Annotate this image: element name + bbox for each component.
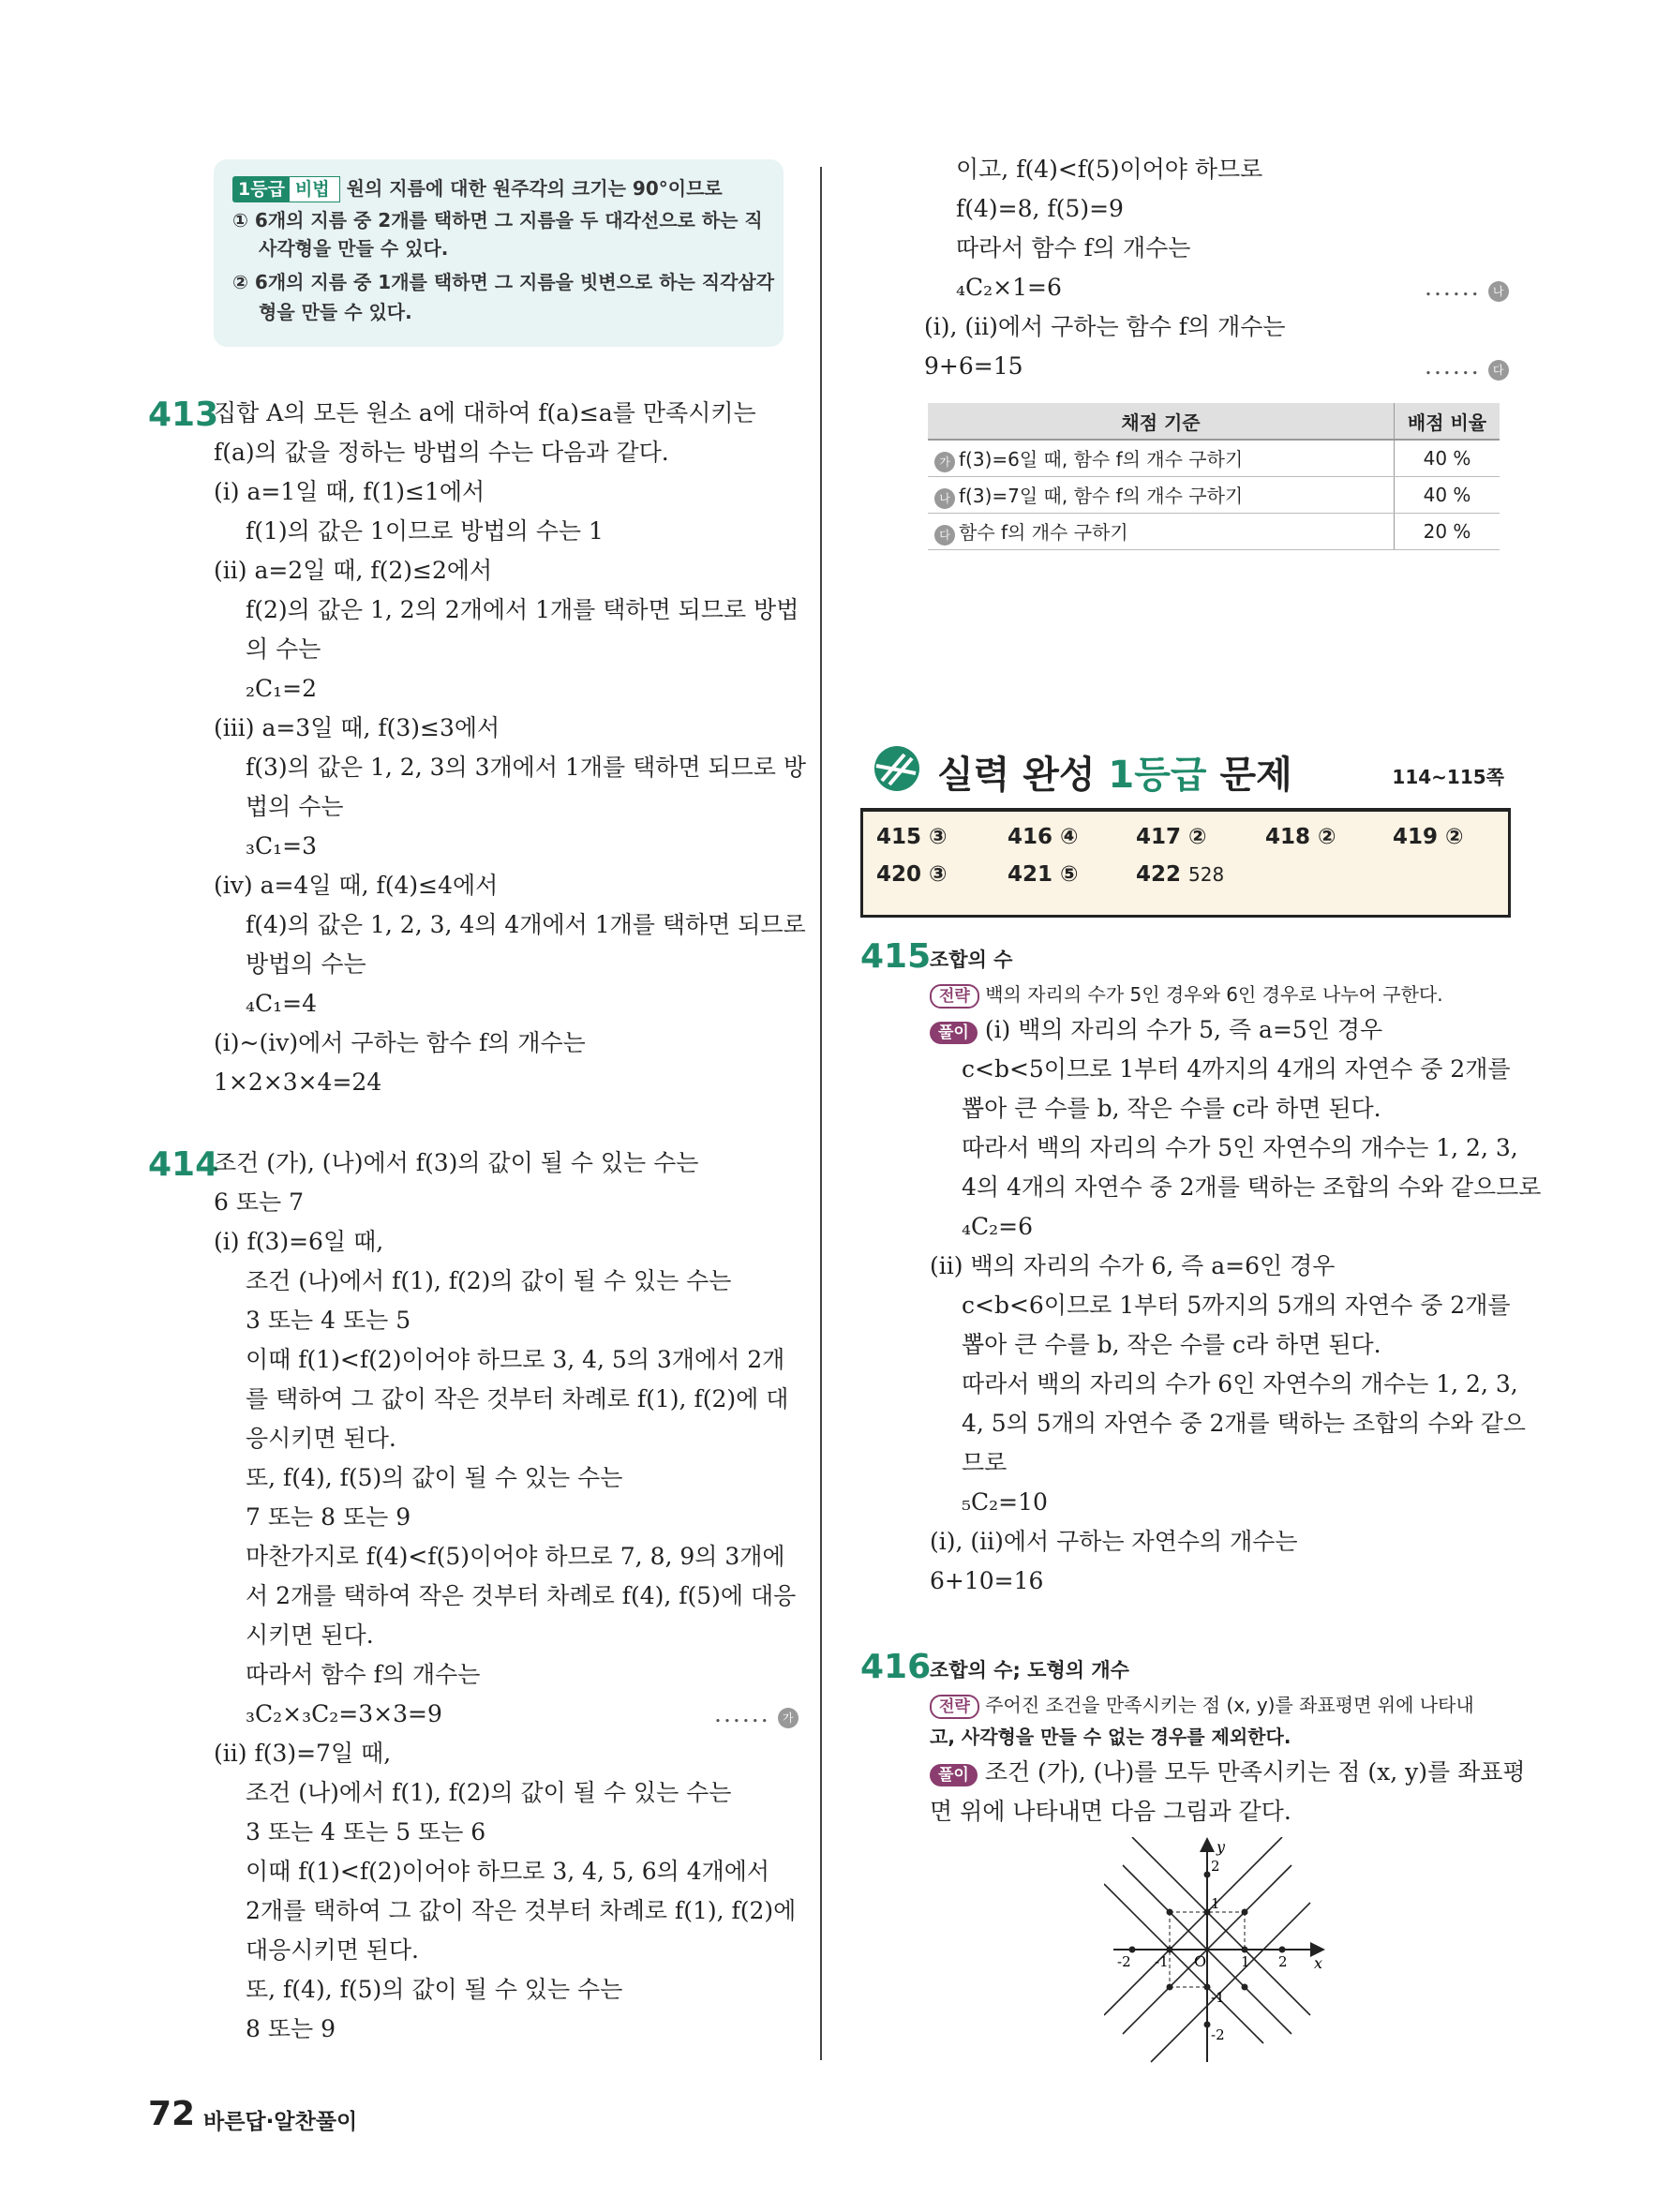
text-line: (ii) 백의 자리의 수가 6, 즉 a=6인 경우 [930, 1252, 1336, 1279]
text-line: 1×2×3×4=24 [214, 1069, 382, 1096]
strategy-line [930, 980, 1443, 1009]
solution-badge: 풀이 [930, 1022, 978, 1044]
text-line: 따라서 백의 자리의 수가 6인 자연수의 개수는 1, 2, 3, [962, 1370, 1518, 1397]
tick-label: 2 [1211, 1858, 1220, 1875]
marker-icon: 나 [934, 488, 955, 509]
tick-label: -2 [1211, 2026, 1225, 2043]
grading-criteria-cell [928, 514, 1395, 550]
section-title-part: 실력 완성 [937, 754, 1109, 797]
answer-item: 419 ② [1393, 825, 1464, 849]
text-line: 8 또는 9 [246, 2015, 336, 2042]
answer-item: 420 ③ [876, 862, 948, 887]
text-line: f(a)의 값을 정하는 방법의 수는 다음과 같다. [214, 439, 669, 466]
text-line: 면 위에 나타내면 다음 그림과 같다. [930, 1798, 1291, 1825]
text-line: ₂C₁=2 [246, 675, 318, 702]
text-line: ₄C₁=4 [246, 990, 318, 1017]
text-line: (ii) a=2일 때, f(2)≤2에서 [214, 557, 493, 584]
text-line: (i) a=1일 때, f(1)≤1에서 [214, 478, 485, 505]
strategy-badge: 전략 [930, 984, 979, 1009]
question-number: 413 [148, 396, 219, 434]
text-line: 집합 A의 모든 원소 a에 대하여 f(a)≤a를 만족시키는 [214, 399, 756, 426]
text-line: (i), (ii)에서 구하는 함수 f의 개수는 [924, 313, 1286, 340]
tick-label: -2 [1117, 1953, 1131, 1970]
text-line: 마찬가지로 f(4)<f(5)이어야 하므로 7, 8, 9의 3개에 [246, 1543, 785, 1570]
tick-label: 1 [1241, 1953, 1250, 1970]
text-line: 따라서 함수 f의 개수는 [956, 234, 1191, 262]
text-line: ₅C₂=10 [962, 1488, 1048, 1516]
section-title [937, 745, 1292, 799]
question-number: 414 [148, 1145, 219, 1184]
text-line: 조건 (가), (나)에서 f(3)의 값이 될 수 있는 수는 [214, 1149, 699, 1176]
text-line: 의 수는 [246, 635, 321, 663]
answer-item: 417 ② [1136, 825, 1207, 849]
text-line: (i)~(iv)에서 구하는 함수 f의 개수는 [214, 1029, 586, 1056]
question-topic: 조합의 수 [930, 949, 1013, 971]
text-line: 이때 f(1)<f(2)이어야 하므로 3, 4, 5, 6의 4개에서 [246, 1858, 770, 1885]
text-line: 따라서 함수 f의 개수는 [246, 1661, 481, 1688]
text-line: 조건 (가), (나)를 모두 만족시키는 점 (x, y)를 좌표평 [984, 1758, 1526, 1786]
text-line: 대응시키면 된다. [246, 1936, 419, 1964]
grading-header-ratio: 배점 비율 [1395, 403, 1500, 440]
text-line: (i) 백의 자리의 수가 5, 즉 a=5인 경우 [984, 1016, 1383, 1043]
question-number: 416 [860, 1648, 932, 1686]
text-line: 므로 [962, 1449, 1008, 1476]
text-line: 시키면 된다. [246, 1622, 374, 1649]
grading-criteria-text: f(3)=7일 때, 함수 f의 개수 구하기 [959, 485, 1244, 507]
text-line: 이때 f(1)<f(2)이어야 하므로 3, 4, 5의 3개에서 2개 [246, 1346, 785, 1373]
question-number: 415 [860, 937, 932, 976]
text-line: 9+6=15 [924, 352, 1023, 380]
answer-item: 418 ② [1265, 825, 1336, 849]
grading-ratio-cell: 40 % [1395, 477, 1500, 514]
tip-line: ② 6개의 지름 중 1개를 택하면 그 지름을 빗변으로 하는 직각삼각 [232, 271, 775, 293]
text-line: 를 택하여 그 값이 작은 것부터 차례로 f(1), f(2)에 대 [246, 1385, 789, 1412]
grading-ratio-cell: 40 % [1395, 440, 1500, 477]
text-line: 7 또는 8 또는 9 [246, 1503, 411, 1531]
answer-item: 421 ⑤ [1008, 862, 1079, 887]
text-line: 조건 (나)에서 f(1), f(2)의 값이 될 수 있는 수는 [246, 1267, 732, 1294]
grading-criteria-cell [928, 477, 1395, 514]
text-line: ₃C₂×₃C₂=3×3=9 [246, 1700, 442, 1727]
text-line: f(4)=8, f(5)=9 [956, 195, 1124, 222]
answer-item: 416 ④ [1008, 825, 1079, 849]
text-line: 3 또는 4 또는 5 또는 6 [246, 1818, 486, 1846]
text-line: c<b<5이므로 1부터 4까지의 4개의 자연수 중 2개를 [962, 1055, 1511, 1083]
step-marker-b: ...... 나 [1425, 274, 1509, 302]
x-axis-label: x [1314, 1954, 1323, 1972]
text-line: 따라서 백의 자리의 수가 5인 자연수의 개수는 1, 2, 3, [962, 1134, 1518, 1161]
solution-line [930, 1758, 1526, 1786]
text-line: (i), (ii)에서 구하는 자연수의 개수는 [930, 1528, 1298, 1555]
step-marker-a: ...... 가 [714, 1700, 799, 1728]
text-line: f(2)의 값은 1, 2의 2개에서 1개를 택하면 되므로 방법 [246, 596, 799, 623]
text-line: 이고, f(4)<f(5)이어야 하므로 [956, 156, 1263, 183]
tip-heading: 원의 지름에 대한 원주각의 크기는 90°이므로 [346, 177, 723, 200]
text-line: (i) f(3)=6일 때, [214, 1228, 384, 1255]
text-line: 방법의 수는 [246, 950, 366, 978]
grading-table [928, 403, 1500, 550]
coordinate-graph [1104, 1837, 1329, 2071]
grading-header-row [928, 403, 1500, 440]
grading-criteria-text: f(3)=6일 때, 함수 f의 개수 구하기 [959, 448, 1244, 471]
tip-tag-secondary: 비법 [289, 176, 340, 202]
text-line: 법의 수는 [246, 793, 344, 820]
tip-tag: 1등급 [232, 176, 291, 202]
marker-icon: 다 [1488, 360, 1509, 381]
text-line: (iii) a=3일 때, f(3)≤3에서 [214, 714, 500, 741]
tip-line: ① 6개의 지름 중 2개를 택하면 그 지름을 두 대각선으로 하는 직 [232, 209, 763, 232]
text-line: (ii) f(3)=7일 때, [214, 1740, 392, 1767]
y-axis-label: y [1217, 1838, 1226, 1856]
answer-item: 415 ③ [876, 825, 948, 849]
text-line: 4의 4개의 자연수 중 2개를 택하는 조합의 수와 같으므로 [962, 1173, 1542, 1201]
grading-row [928, 514, 1500, 550]
text-line: 서 2개를 택하여 작은 것부터 차례로 f(4), f(5)에 대응 [246, 1582, 797, 1609]
strategy-text: 고, 사각형을 만들 수 없는 경우를 제외한다. [930, 1726, 1291, 1748]
strategy-text: 백의 자리의 수가 5인 경우와 6인 경우로 나누어 구한다. [985, 983, 1443, 1006]
text-line: 조건 (나)에서 f(1), f(2)의 값이 될 수 있는 수는 [246, 1779, 732, 1806]
text-line: f(4)의 값은 1, 2, 3, 4의 4개에서 1개를 택하면 되므로 [246, 911, 806, 938]
strategy-badge: 전략 [930, 1695, 979, 1719]
text-line: 6+10=16 [930, 1567, 1044, 1594]
text-line: 6 또는 7 [214, 1188, 305, 1216]
step-marker-c: ...... 다 [1425, 352, 1509, 381]
tip-line: 사각형을 만들 수 있다. [259, 237, 449, 260]
text-line: c<b<6이므로 1부터 5까지의 5개의 자연수 중 2개를 [962, 1292, 1511, 1319]
tick-label: -1 [1211, 1989, 1225, 2006]
text-line: 3 또는 4 또는 5 [246, 1307, 411, 1334]
grading-row [928, 440, 1500, 477]
tip-line: 형을 만들 수 있다. [259, 301, 412, 323]
question-topic: 조합의 수; 도형의 개수 [930, 1659, 1129, 1681]
tick-label: 2 [1278, 1953, 1288, 1970]
text-line: f(3)의 값은 1, 2, 3의 3개에서 1개를 택하면 되므로 방 [246, 754, 807, 781]
grading-criteria-cell [928, 440, 1395, 477]
marker-icon: 가 [934, 452, 955, 472]
text-line: 뽑아 큰 수를 b, 작은 수를 c라 하면 된다. [962, 1331, 1381, 1358]
column-divider [820, 167, 822, 2060]
text-line: 응시키면 된다. [246, 1425, 396, 1452]
grading-criteria-text: 함수 f의 개수 구하기 [959, 521, 1128, 544]
text-line: 뽑아 큰 수를 b, 작은 수를 c라 하면 된다. [962, 1095, 1381, 1122]
text-line: 또, f(4), f(5)의 값이 될 수 있는 수는 [246, 1464, 623, 1491]
strategy-line [930, 1691, 1474, 1719]
text-line: ₃C₁=3 [246, 832, 318, 859]
strategy-text: 주어진 조건을 만족시키는 점 (x, y)를 좌표평면 위에 나타내 [985, 1694, 1474, 1716]
text-line: 2개를 택하여 그 값이 작은 것부터 차례로 f(1), f(2)에 [246, 1897, 797, 1924]
text-line: ₄C₂×1=6 [956, 274, 1062, 301]
solution-line [930, 1016, 1382, 1044]
section-title-highlight: 1등급 [1108, 754, 1207, 797]
page-number: 72 [148, 2095, 196, 2133]
footer-label: 바른답·알찬풀이 [203, 2110, 358, 2134]
tip-heading-line [232, 176, 723, 202]
grading-ratio-cell: 20 % [1395, 514, 1500, 550]
origin-label: O [1194, 1952, 1207, 1970]
grading-row [928, 477, 1500, 514]
answer-item: 422 528 [1136, 862, 1225, 887]
marker-icon: 다 [934, 525, 955, 546]
section-pages: 114~115쪽 [1392, 766, 1504, 788]
tick-label: -1 [1155, 1953, 1169, 1970]
section-title-part: 문제 [1206, 754, 1292, 797]
text-line: 4, 5의 5개의 자연수 중 2개를 택하는 조합의 수와 같으 [962, 1410, 1526, 1437]
section-logo-icon [867, 745, 933, 792]
marker-icon: 가 [778, 1708, 799, 1728]
marker-icon: 나 [1488, 281, 1509, 302]
grading-header-criteria: 채점 기준 [928, 403, 1395, 440]
text-line: f(1)의 값은 1이므로 방법의 수는 1 [246, 517, 604, 545]
section-header [867, 745, 1504, 797]
solution-badge: 풀이 [930, 1764, 978, 1786]
text-line: 또, f(4), f(5)의 값이 될 수 있는 수는 [246, 1976, 623, 2003]
tick-label: 1 [1211, 1895, 1220, 1912]
text-line: (iv) a=4일 때, f(4)≤4에서 [214, 872, 499, 899]
text-line: ₄C₂=6 [962, 1213, 1034, 1240]
